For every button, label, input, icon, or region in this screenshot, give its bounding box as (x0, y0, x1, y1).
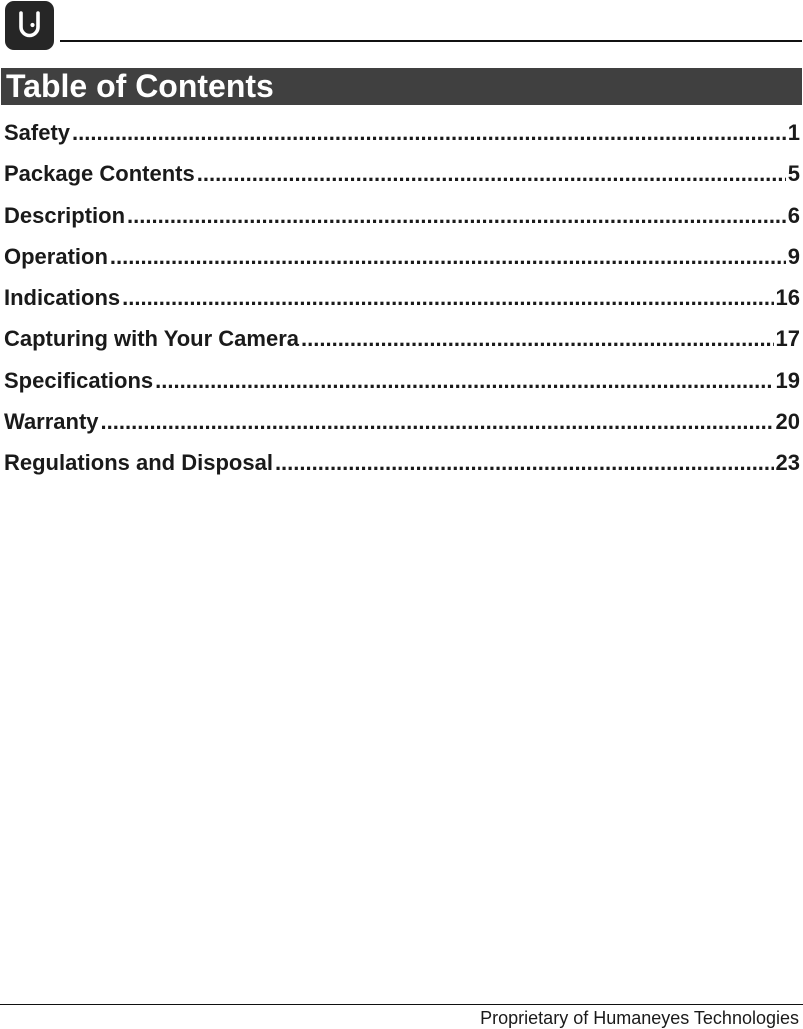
toc-entry-title: Safety (4, 120, 71, 145)
toc-entry-package-contents[interactable] (4, 153, 800, 194)
toc-leader-dots (197, 153, 786, 194)
toc-page-number: 23 (775, 450, 800, 476)
section-title-bar (1, 68, 802, 105)
toc-leader-dots (72, 112, 786, 153)
toc-page-number: 9 (787, 243, 800, 269)
toc-entry-safety[interactable] (4, 112, 800, 153)
toc-page-number: 17 (775, 326, 800, 352)
toc-entry-title: Warranty (4, 409, 99, 435)
toc-entry-specifications[interactable] (4, 360, 800, 401)
toc-page-number: 6 (787, 202, 800, 228)
toc-entry-indications[interactable] (4, 277, 800, 318)
toc-page-number: 16 (775, 285, 800, 311)
toc-entry-operation[interactable] (4, 236, 800, 277)
footer-divider (0, 1004, 803, 1005)
table-of-contents (4, 112, 800, 484)
toc-page-number: 19 (775, 367, 800, 393)
toc-page-number: 5 (787, 161, 800, 187)
humaneyes-logo-icon (5, 1, 54, 50)
toc-entry-title: Capturing with Your Camera (4, 326, 300, 352)
toc-entry-capturing-with-your-camera[interactable] (4, 318, 800, 359)
toc-entry-title: Package Contents (4, 161, 195, 187)
footer-copyright: Proprietary of Humaneyes Technologies (480, 1008, 799, 1028)
toc-leader-dots (127, 195, 786, 236)
toc-entry-title: Description (4, 202, 126, 228)
toc-leader-dots (122, 277, 773, 318)
toc-leader-dots (301, 318, 774, 359)
toc-page-number: 1 (787, 120, 800, 145)
toc-entry-title: Operation (4, 243, 108, 269)
toc-entry-regulations-and-disposal[interactable] (4, 442, 800, 483)
toc-leader-dots (110, 236, 786, 277)
toc-entry-title: Indications (4, 285, 121, 311)
toc-leader-dots (155, 360, 773, 401)
toc-entry-warranty[interactable] (4, 401, 800, 442)
toc-leader-dots (275, 442, 774, 483)
toc-leader-dots (101, 401, 774, 442)
toc-page-number: 20 (775, 409, 800, 435)
header-divider (60, 40, 802, 42)
toc-entry-description[interactable] (4, 195, 800, 236)
page-title: Table of Contents (6, 68, 274, 104)
toc-entry-title: Regulations and Disposal (4, 450, 273, 476)
toc-entry-title: Specifications (4, 367, 154, 393)
